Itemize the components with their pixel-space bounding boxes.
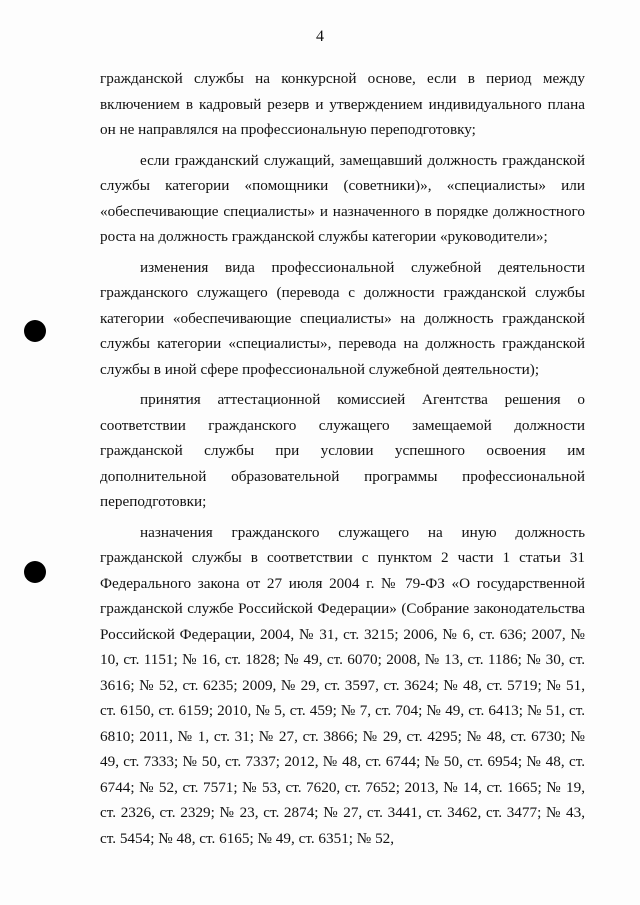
document-body: [100, 66, 585, 856]
paragraph-activity-change: изменения вида профессиональной служебной деятельности гражданского служащего (перевода с должности гражданской службы категории «обеспечивающие специалисты» на должность гражданской службы категории «специалисты», перевода на должность гражданской службы в иной сфере профессиональной служебной деятельности);: [100, 258, 585, 378]
page-number: 4: [316, 28, 324, 45]
paragraph-attestation-decision: принятия аттестационной комиссией Агентства решения о соответствии гражданского служащего замещаемой должности гражданской службы при условии успешного освоения им дополнительной образовательной программы профессиональной переподготовки;: [100, 391, 585, 510]
paragraph-continuation: гражданской службы на конкурсной основе, если в период между включением в кадровый резерв и утверждением индивидуального плана он не направлялся на профессиональную переподготовку;: [100, 70, 585, 138]
paragraph-promotion-case: если гражданский служащий, замещавший должность гражданской службы категории «помощники (советники)», «специалисты» или «обеспечивающие специалисты» и назначенного в порядке должностного роста на должность гражданской службы категории «руководители»;: [100, 151, 585, 245]
paragraph-appointment-legal-refs: назначения гражданского служащего на иную должность гражданской службы в соответствии с пунктом 2 части 1 статьи 31 Федерального закона от 27 июля 2004 г. № 79-ФЗ «О государственной гражданской службе Российской Федерации» (Собрание законодательства Российской Федерации, 2004, № 31, ст. 3215; 2006, № 6, ст. 636; 2007, № 10, ст. 1151; № 16, ст. 1828; № 49, ст. 6070; 2008, № 13, ст. 1186; № 30, ст. 3616; № 52, ст. 6235; 2009, № 29, ст. 3597, ст. 3624; № 48, ст. 5719; № 51, ст. 6150, ст. 6159; 2010, № 5, ст. 459; № 7, ст. 704; № 49, ст. 6413; № 51, ст. 6810; 2011, № 1, ст. 31; № 27, ст. 3866; № 29, ст. 4295; № 48, ст. 6730; № 49, ст. 7333; № 50, ст. 7337; 2012, № 48, ст. 6744; № 50, ст. 6954; № 48, ст. 6744; № 52, ст. 7571; № 53, ст. 7620, ст. 7652; 2013, № 14, ст. 1665; № 19, ст. 2326, ст. 2329; № 23, ст. 2874; № 27, ст. 3441, ст. 3462, ст. 3477; № 43, ст. 5454; № 48, ст. 6165; № 49, ст. 6351; № 52,: [100, 523, 585, 847]
punch-hole-mark: [24, 320, 46, 342]
punch-hole-mark: [24, 561, 46, 583]
